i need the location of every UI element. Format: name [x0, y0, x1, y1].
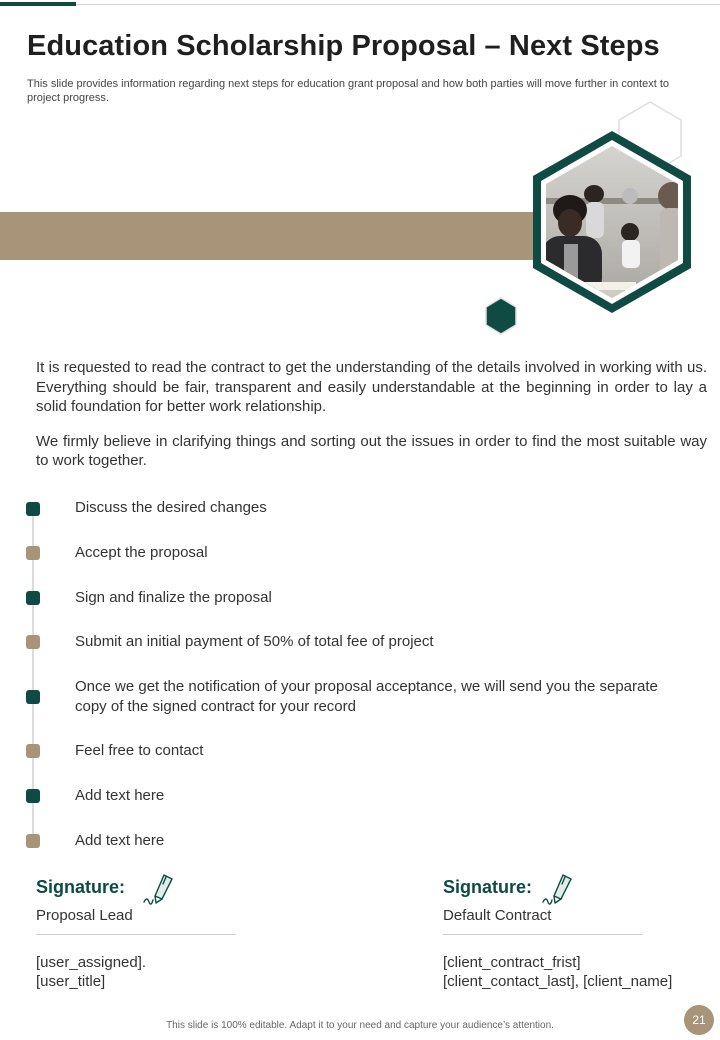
- step-text: Discuss the desired changes: [75, 499, 267, 516]
- signature-heading: Signature:: [443, 877, 533, 897]
- step-text: Submit an initial payment of 50% of total fee of project: [75, 633, 434, 650]
- step-text: Add text here: [75, 787, 165, 804]
- top-rule: [0, 4, 720, 5]
- pen-signature-icon: [142, 871, 178, 907]
- page-title: Education Scholarship Proposal – Next Steps: [27, 30, 660, 62]
- bullet-square: [26, 591, 40, 605]
- intro-text: [36, 358, 707, 471]
- bullet-square: [26, 744, 40, 758]
- bullet-square: [26, 834, 40, 848]
- intro-paragraph: We firmly believe in clarifying things and sorting out the issues in order to find the most suitable way to work together.: [36, 432, 707, 469]
- hexagon-photo-frame: [470, 98, 700, 338]
- step-text: Sign and finalize the proposal: [75, 589, 272, 606]
- signature-placeholder-line: [client_contact_last], [client_name]: [443, 973, 673, 990]
- step-text: Feel free to contact: [75, 742, 204, 759]
- signature-role: Default Contract: [443, 907, 552, 924]
- bullet-square: [26, 789, 40, 803]
- signature-role: Proposal Lead: [36, 907, 133, 924]
- signature-block-proposal-lead: [36, 877, 316, 990]
- bullet-square: [26, 546, 40, 560]
- signature-placeholder: [36, 953, 146, 991]
- pen-signature-icon: [541, 871, 577, 907]
- signature-placeholder-line: [user_assigned].: [36, 954, 147, 971]
- signature-divider: [36, 934, 236, 935]
- signature-placeholder-line: [client_contract_frist]: [443, 954, 581, 971]
- signature-block-default-contract: [443, 877, 720, 990]
- page-number-badge: 21: [684, 1005, 714, 1035]
- signature-placeholder-line: [user_title]: [36, 973, 106, 990]
- intro-paragraph: It is requested to read the contract to get the understanding of the details involved in working with us. Everything should be fair, transparent and easily understandable at the beginning in order to lay a solid foundation for better work relationship.: [36, 359, 707, 415]
- top-accent-bar: [0, 2, 76, 6]
- signature-heading: Signature:: [36, 877, 126, 897]
- page-subtitle: This slide provides information regarding next steps for education grant proposal and how both parties will move further in context to project progress.: [27, 78, 670, 104]
- signature-divider: [443, 934, 643, 935]
- step-text: Accept the proposal: [75, 544, 208, 561]
- step-text: Once we get the notification of your proposal acceptance, we will send you the separate copy of the signed contract for your record: [75, 678, 658, 715]
- footer-note: This slide is 100% editable. Adapt it to your need and capture your audience’s attention.: [166, 1020, 554, 1031]
- small-green-hexagon: [486, 298, 516, 334]
- bullet-square: [26, 635, 40, 649]
- bullet-square: [26, 502, 40, 516]
- signature-placeholder: [443, 953, 672, 991]
- step-text: Add text here: [75, 832, 165, 849]
- bullet-square: [26, 690, 40, 704]
